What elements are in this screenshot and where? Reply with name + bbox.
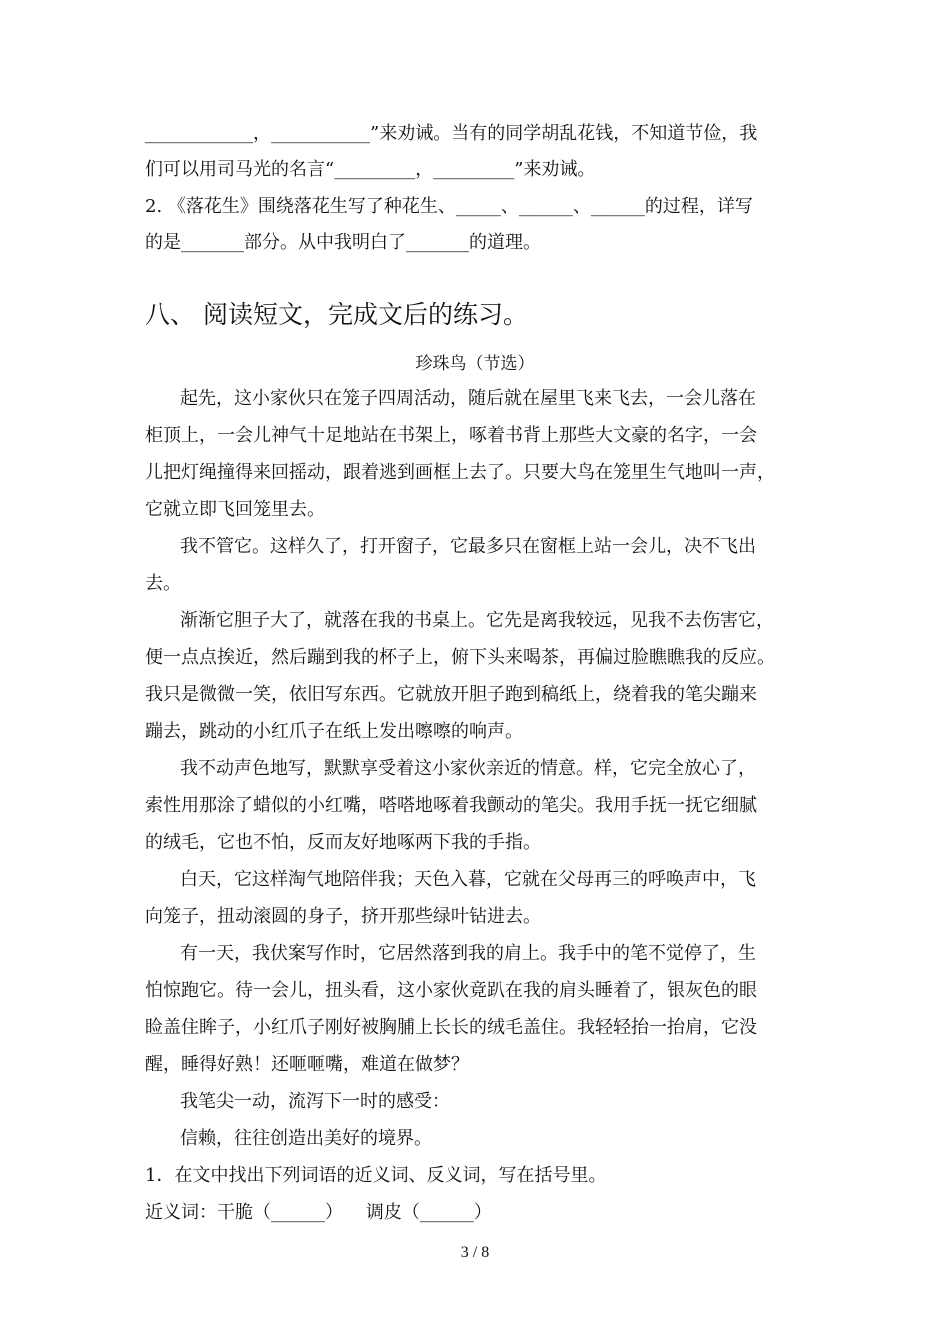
section-8-heading: 八、 阅读短文，完成文后的练习。 bbox=[145, 300, 528, 329]
passage-line: 的绒毛，它也不怕，反而友好地啄两下我的手指。 bbox=[145, 832, 541, 853]
passage-title: 珍珠鸟（节选） bbox=[415, 354, 535, 374]
passage-line: 起先，这小家伙只在笼子四周活动，随后就在屋里飞来飞去，一会儿落在 bbox=[180, 388, 756, 409]
passage-line: 柜顶上，一会儿神气十足地站在书架上，啄着书背上那些大文豪的名字，一会 bbox=[145, 425, 757, 446]
passage-line: 便一点点挨近，然后蹦到我的杯子上，俯下头来喝茶，再偏过脸瞧瞧我的反应。 bbox=[145, 647, 775, 668]
q2-line-2: 的是_______部分。从中我明白了_______的道理。 bbox=[145, 232, 541, 253]
q7-line-2: 们可以用司马光的名言“_________，_________”来劝诫。 bbox=[145, 159, 596, 180]
passage-line: 睑盖住眸子，小红爪子刚好被胸脯上长长的绒毛盖住。我轻轻抬一抬肩，它没 bbox=[145, 1017, 757, 1038]
passage-line: 渐渐它胆子大了，就落在我的书桌上。它先是离我较远，见我不去伤害它， bbox=[180, 610, 774, 631]
passage-line: 它就立即飞回笼里去。 bbox=[145, 499, 325, 520]
passage-line: 蹦去，跳动的小红爪子在纸上发出嚓嚓的响声。 bbox=[145, 721, 523, 742]
passage-line: 儿把灯绳撞得来回摇动，跟着逃到画框上去了。只要大鸟在笼里生气地叫一声， bbox=[145, 462, 775, 483]
page-number: 3 / 8 bbox=[460, 1244, 490, 1261]
passage-line: 索性用那涂了蜡似的小红嘴，嗒嗒地啄着我颤动的笔尖。我用手抚一抚它细腻 bbox=[145, 795, 757, 816]
passage-line: 怕惊跑它。待一会儿，扭头看，这小家伙竟趴在我的肩头睡着了，银灰色的眼 bbox=[145, 980, 757, 1001]
q2-line-1: 2. 《落花生》围绕落花生写了种花生、_____、______、______的过程，详写 bbox=[145, 196, 753, 217]
passage-line: 我不管它。这样久了，打开窗子，它最多只在窗框上站一会儿，决不飞出 bbox=[180, 536, 756, 557]
passage-line: 有一天，我伏案写作时，它居然落到我的肩上。我手中的笔不觉停了，生 bbox=[180, 943, 756, 964]
q7-line-1: ____________，___________”来劝诫。当有的同学胡乱花钱，不知道节俭，我 bbox=[145, 123, 758, 144]
passage-line: 醒，睡得好熟！还咂咂嘴，难道在做梦？ bbox=[145, 1054, 469, 1075]
passage-line: 我只是微微一笑，依旧写东西。它就放开胆子跑到稿纸上，绕着我的笔尖蹦来 bbox=[145, 684, 757, 705]
passage-line: 我笔尖一动，流泻下一时的感受： bbox=[180, 1091, 450, 1112]
question-1-answer-line: 近义词：干脆（______） 调皮（______） bbox=[145, 1202, 492, 1223]
passage-line: 去。 bbox=[145, 573, 181, 594]
passage-line: 我不动声色地写，默默享受着这小家伙亲近的情意。样，它完全放心了， bbox=[180, 758, 756, 779]
question-1: 1．在文中找出下列词语的近义词、反义词，写在括号里。 bbox=[145, 1165, 607, 1186]
passage-line: 白天，它这样淘气地陪伴我；天色入暮，它就在父母再三的呼唤声中，飞 bbox=[180, 869, 756, 890]
passage-line: 信赖，往往创造出美好的境界。 bbox=[180, 1128, 432, 1149]
passage-line: 向笼子，扭动滚圆的身子，挤开那些绿叶钻进去。 bbox=[145, 906, 541, 927]
